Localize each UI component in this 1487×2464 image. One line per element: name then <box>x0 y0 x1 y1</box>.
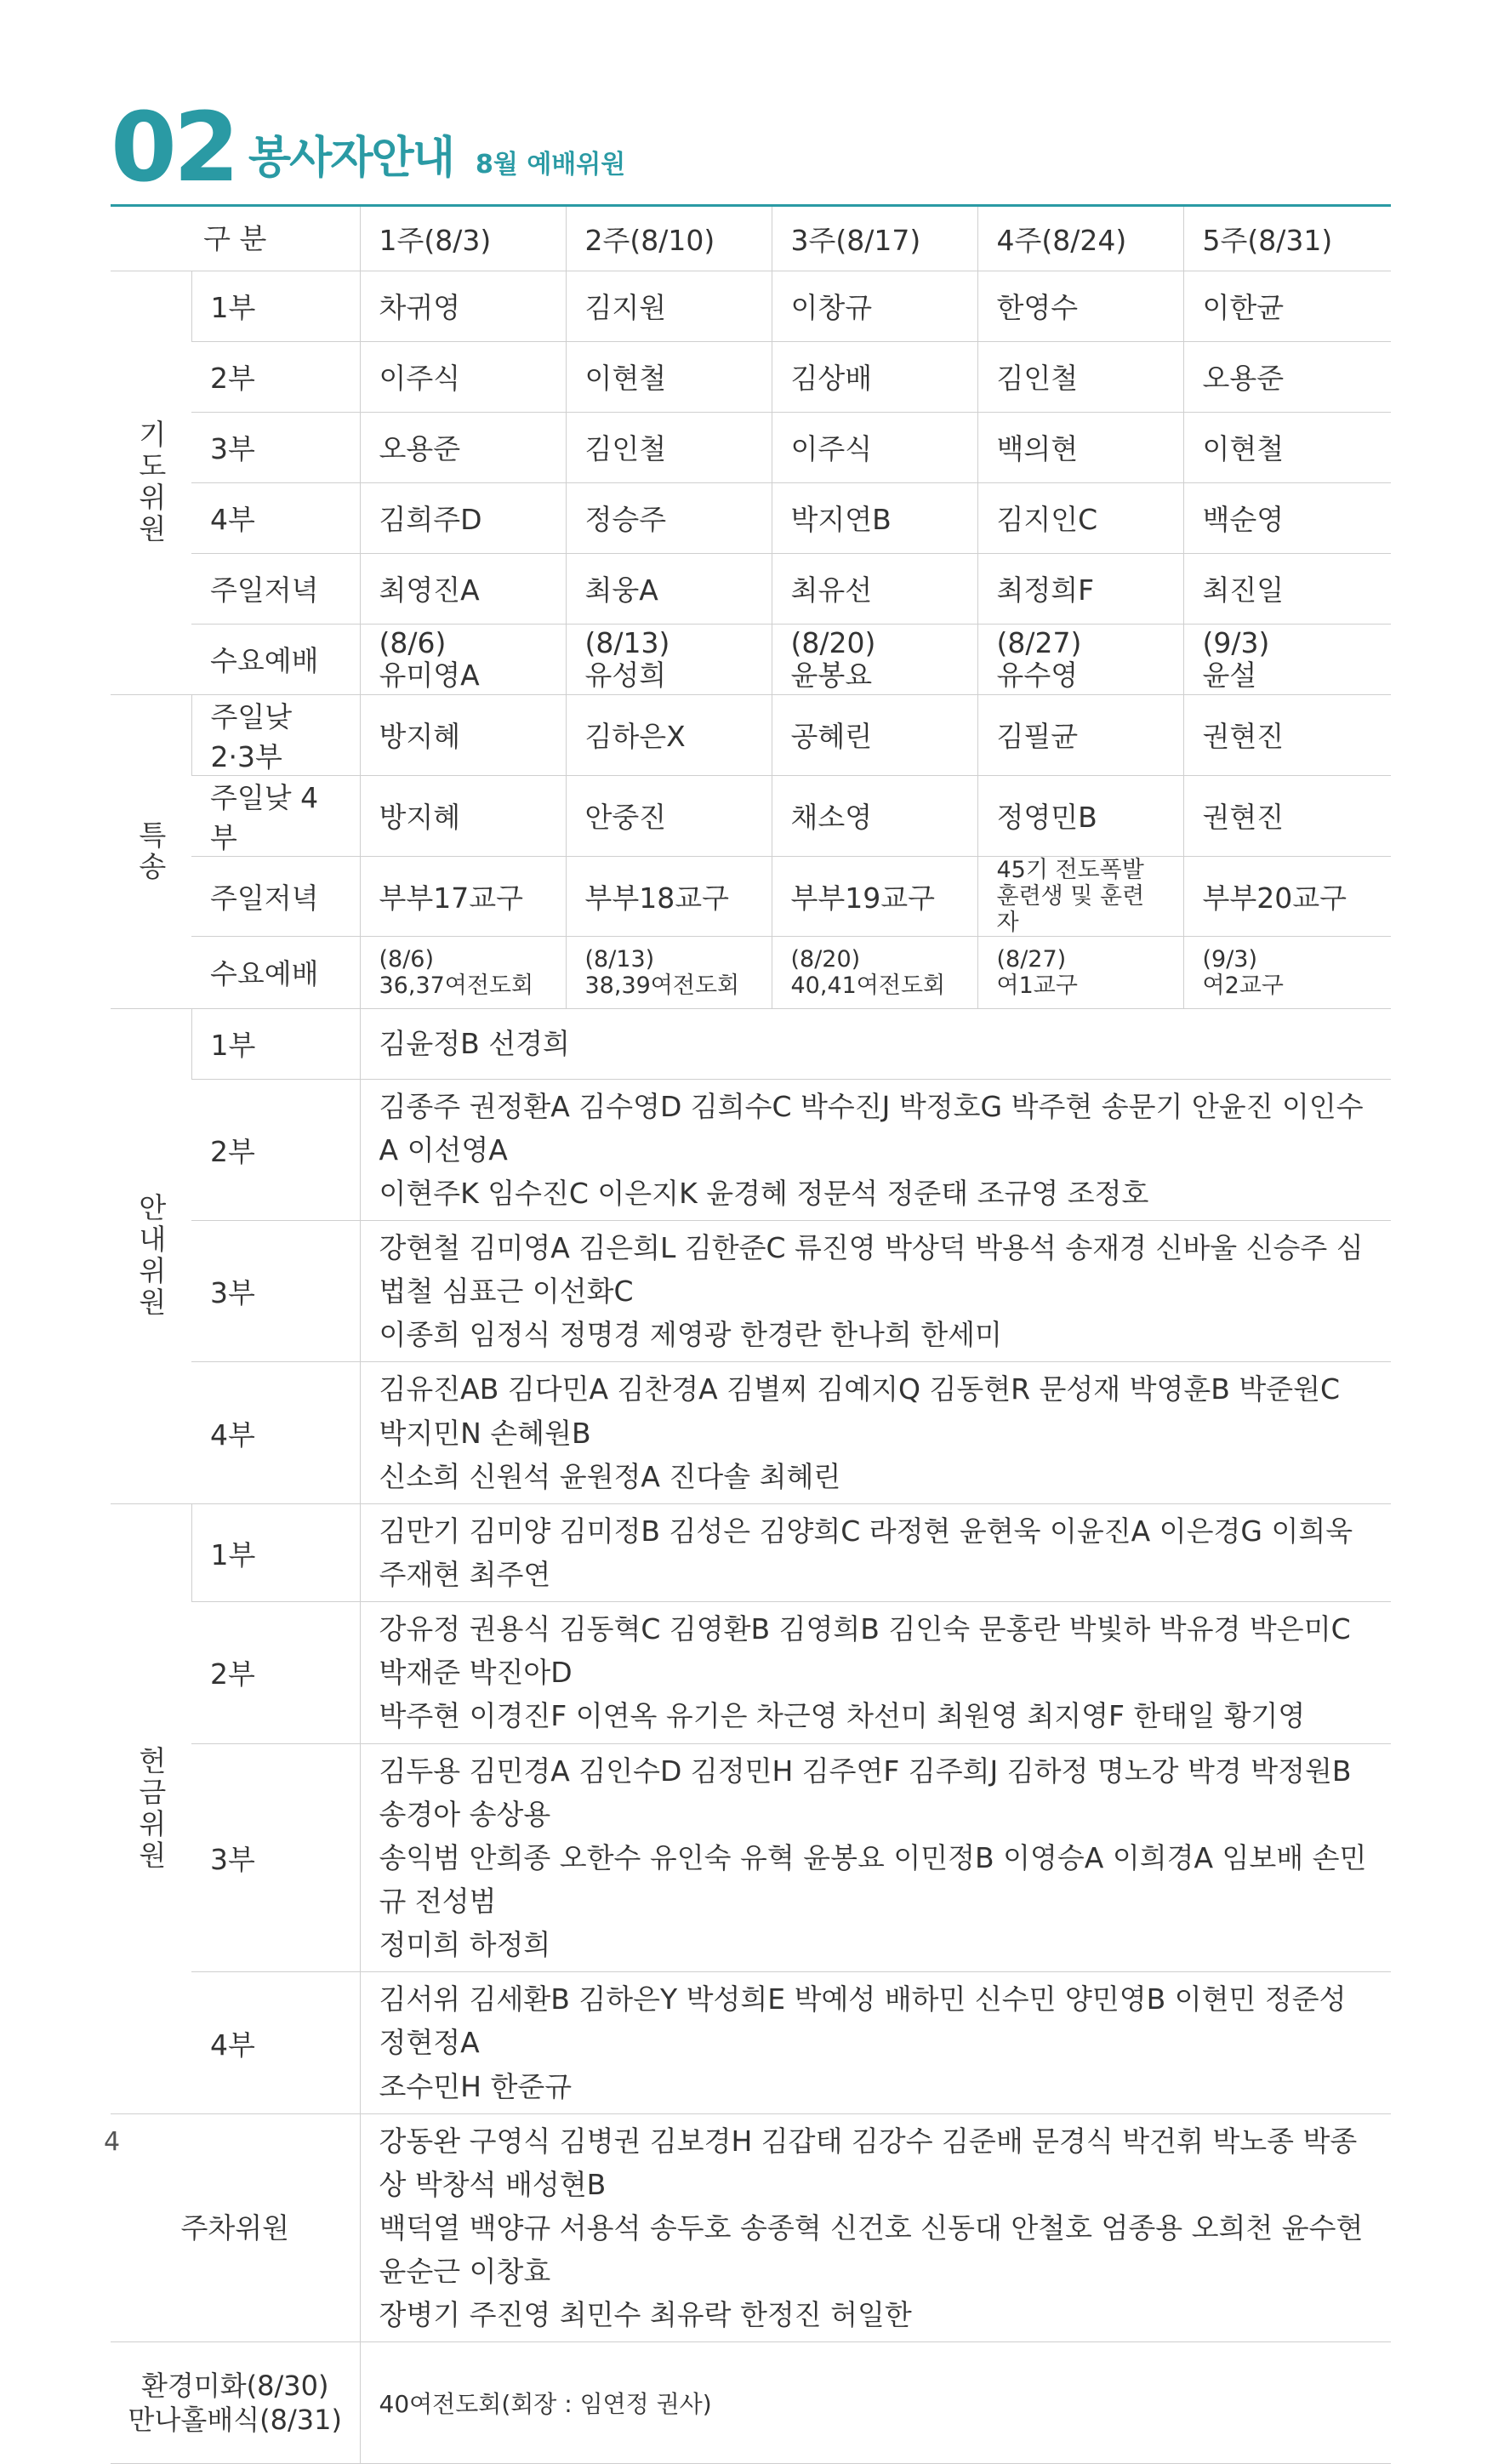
cell-date: (8/6) <box>379 945 435 972</box>
names-cell <box>360 2113 1391 2342</box>
row-label: 주일저녁 <box>191 553 360 624</box>
cell-date: (8/27) <box>996 945 1067 972</box>
table-row <box>111 1362 1391 1503</box>
table-cell: 오용준 <box>1183 341 1391 412</box>
cell-name: 36,37여전도회 <box>379 972 534 999</box>
names-line: 이종희 임정식 정명경 제영광 한경란 한나희 한세미 <box>379 1318 1002 1352</box>
table-row <box>111 412 1391 482</box>
environment-label: 환경미화(8/30) <box>141 2370 329 2403</box>
names-line: 강동완 구영식 김병권 김보경H 김갑태 김강수 김준배 문경식 박건휘 박노종 박종상 박창석 배성현B <box>379 2124 1358 2201</box>
table-cell <box>360 936 566 1008</box>
names-cell <box>360 1079 1391 1220</box>
names-line: 김종주 권정환A 김수영D 김희수C 박수진J 박정호G 박주현 송문기 안윤진 이인수A 이선영A <box>379 1089 1364 1166</box>
table-cell: 최정희F <box>977 553 1183 624</box>
row-label: 주일낮 4부 <box>191 775 360 856</box>
cell-date: (8/6) <box>379 625 447 659</box>
prayer-category-label: 기도위원 <box>111 271 191 694</box>
names-cell <box>360 1008 1391 1079</box>
table-header-row <box>111 207 1391 271</box>
table-cell: 백순영 <box>1183 482 1391 553</box>
cell-date: (9/3) <box>1202 945 1258 972</box>
row-label: 4부 <box>191 1972 360 2113</box>
table-cell: 차귀영 <box>360 271 566 341</box>
table-cell: 채소영 <box>772 775 977 856</box>
cell-date: (8/13) <box>584 945 655 972</box>
table-row <box>111 482 1391 553</box>
table-cell: 권현진 <box>1183 694 1391 775</box>
cell-date: (8/13) <box>584 625 670 659</box>
header-week-1: 1주(8/3) <box>360 207 566 271</box>
table-cell: 부부20교구 <box>1183 856 1391 936</box>
table-cell <box>360 624 566 694</box>
table-row <box>111 2342 1391 2464</box>
table-cell: 정영민B <box>977 775 1183 856</box>
names-line: 강유정 권용식 김동혁C 김영환B 김영희B 김인숙 문홍란 박빛하 박유경 박은미C 박재준 박진아D <box>379 1612 1351 1690</box>
table-cell: 한영수 <box>977 271 1183 341</box>
cell-name: 여2교구 <box>1202 972 1284 999</box>
table-cell <box>772 936 977 1008</box>
row-label: 2부 <box>191 341 360 412</box>
section-number: 02 <box>111 93 236 203</box>
names-line: 이현주K 임수진C 이은지K 윤경혜 정문석 정준태 조규영 조정호 <box>379 1176 1149 1210</box>
page-header <box>111 93 626 203</box>
names-line: 신소희 신원석 윤원정A 진다솔 최혜린 <box>379 1459 841 1493</box>
table-cell: 부부18교구 <box>566 856 772 936</box>
table-row <box>111 1221 1391 1362</box>
row-label: 수요예배 <box>191 936 360 1008</box>
page-number: 4 <box>104 2127 121 2157</box>
table-row <box>111 694 1391 775</box>
table-cell: 안중진 <box>566 775 772 856</box>
table-cell <box>772 624 977 694</box>
table-cell: 부부17교구 <box>360 856 566 936</box>
table-row <box>111 1972 1391 2113</box>
names-cell <box>360 1972 1391 2113</box>
table-row <box>111 1079 1391 1220</box>
table-row <box>111 775 1391 856</box>
table-cell: 방지혜 <box>360 694 566 775</box>
table-row <box>111 553 1391 624</box>
offering-category-label: 헌금위원 <box>111 1503 191 2113</box>
row-label: 주일낮 2·3부 <box>191 694 360 775</box>
table-cell: 김지인C <box>977 482 1183 553</box>
table-cell: 김인철 <box>566 412 772 482</box>
table-cell <box>977 936 1183 1008</box>
header-week-3: 3주(8/17) <box>772 207 977 271</box>
names-cell <box>360 1743 1391 1972</box>
cell-name: 윤봉요 <box>790 658 873 692</box>
table-row <box>111 624 1391 694</box>
table-cell: 부부19교구 <box>772 856 977 936</box>
cell-date: (8/20) <box>790 945 861 972</box>
table-cell: 최영진A <box>360 553 566 624</box>
names-line: 장병기 주진영 최민수 최유락 한정진 허일한 <box>379 2298 912 2332</box>
table-row <box>111 1503 1391 1601</box>
names-cell <box>360 1503 1391 1601</box>
cell-name: 유미영A <box>379 658 480 692</box>
cell-name: 40,41여전도회 <box>790 972 946 999</box>
names-line: 조수민H 한준규 <box>379 2069 573 2103</box>
parking-category-label: 주차위원 <box>111 2113 360 2342</box>
table-cell: 45기 전도폭발 훈련생 및 훈련자 <box>977 856 1183 936</box>
table-cell: 공혜린 <box>772 694 977 775</box>
row-label: 3부 <box>191 412 360 482</box>
table-cell: 백의현 <box>977 412 1183 482</box>
names-line: 강현철 김미영A 김은희L 김한준C 류진영 박상덕 박용석 송재경 신바울 신승주 심법철 심표근 이선화C <box>379 1231 1364 1309</box>
header-week-4: 4주(8/24) <box>977 207 1183 271</box>
table-row <box>111 856 1391 936</box>
table-cell: 김인철 <box>977 341 1183 412</box>
table-cell <box>1183 624 1391 694</box>
row-label: 3부 <box>191 1743 360 1972</box>
table-cell: 박지연B <box>772 482 977 553</box>
table-cell: 이현철 <box>566 341 772 412</box>
environment-value: 40여전도회(회장 : 임연정 권사) <box>360 2342 1391 2464</box>
row-label: 1부 <box>191 1503 360 1601</box>
table-row <box>111 2113 1391 2342</box>
row-label: 4부 <box>191 1362 360 1503</box>
names-line: 김서위 김세환B 김하은Y 박성희E 박예성 배하민 신수민 양민영B 이현민 정준성 정현정A <box>379 1982 1347 2060</box>
table-cell: 최유선 <box>772 553 977 624</box>
names-line: 김만기 김미양 김미정B 김성은 김양희C 라정현 윤현욱 이윤진A 이은경G 이희욱 주재현 최주연 <box>379 1514 1353 1592</box>
header-category: 구 분 <box>111 207 360 271</box>
table-cell <box>566 624 772 694</box>
table-cell: 권현진 <box>1183 775 1391 856</box>
cell-name: 유성희 <box>584 658 667 692</box>
table-row <box>111 1743 1391 1972</box>
usher-category-label: 안내위원 <box>111 1008 191 1503</box>
table-cell: 최진일 <box>1183 553 1391 624</box>
names-line: 백덕열 백양규 서용석 송두호 송종혁 신건호 신동대 안철호 엄종용 오희천 윤수현 윤순근 이창효 <box>379 2211 1364 2289</box>
table-cell: 김필균 <box>977 694 1183 775</box>
row-label: 1부 <box>191 1008 360 1079</box>
row-label: 4부 <box>191 482 360 553</box>
cell-date: (8/27) <box>996 625 1082 659</box>
table-cell <box>977 624 1183 694</box>
table-cell: 김하은X <box>566 694 772 775</box>
meal-label: 만나홀배식(8/31) <box>128 2404 342 2437</box>
table-cell: 이주식 <box>360 341 566 412</box>
cell-name: 유수영 <box>996 658 1079 692</box>
table-cell: 이창규 <box>772 271 977 341</box>
environment-category-label <box>111 2342 360 2464</box>
cell-date: (9/3) <box>1202 625 1270 659</box>
names-cell <box>360 1602 1391 1743</box>
table-row <box>111 936 1391 1008</box>
cell-name: 여1교구 <box>996 972 1078 999</box>
names-line: 김두용 김민경A 김인수D 김정민H 김주연F 김주희J 김하정 명노강 박경 박정원B 송경아 송상용 <box>379 1754 1352 1831</box>
table-row <box>111 1602 1391 1743</box>
special-category-label: 특송 <box>111 694 191 1008</box>
table-cell: 방지혜 <box>360 775 566 856</box>
names-cell <box>360 1362 1391 1503</box>
table-cell: 최웅A <box>566 553 772 624</box>
row-label: 수요예배 <box>191 624 360 694</box>
cell-name: 38,39여전도회 <box>584 972 740 999</box>
table-row <box>111 1008 1391 1079</box>
table-row <box>111 341 1391 412</box>
table-cell: 김상배 <box>772 341 977 412</box>
header-week-2: 2주(8/10) <box>566 207 772 271</box>
cell-date: (8/20) <box>790 625 876 659</box>
table-cell: 오용준 <box>360 412 566 482</box>
table-cell: 이주식 <box>772 412 977 482</box>
row-label: 1부 <box>191 271 360 341</box>
names-cell <box>360 1221 1391 1362</box>
names-line: 김윤정B 선경희 <box>379 1027 570 1061</box>
table-cell <box>566 936 772 1008</box>
names-line: 정미희 하정희 <box>379 1928 551 1962</box>
names-line: 송익범 안희종 오한수 유인숙 유혁 윤봉요 이민정B 이영승A 이희경A 임보배 손민규 전성범 <box>379 1840 1367 1919</box>
row-label: 2부 <box>191 1602 360 1743</box>
names-line: 박주현 이경진F 이연옥 유기은 차근영 차선미 최원영 최지영F 한태일 황기영 <box>379 1699 1306 1733</box>
row-label: 3부 <box>191 1221 360 1362</box>
table-cell: 정승주 <box>566 482 772 553</box>
table-cell: 김지원 <box>566 271 772 341</box>
section-title: 봉사자안내 <box>248 133 454 184</box>
table-cell <box>1183 936 1391 1008</box>
table-row <box>111 271 1391 341</box>
row-label: 주일저녁 <box>191 856 360 936</box>
header-week-5: 5주(8/31) <box>1183 207 1391 271</box>
table-cell: 이한균 <box>1183 271 1391 341</box>
names-line: 김유진AB 김다민A 김찬경A 김별찌 김예지Q 김동현R 문성재 박영훈B 박준원C 박지민N 손혜원B <box>379 1372 1341 1450</box>
table-cell: 김희주D <box>360 482 566 553</box>
table-cell: 이현철 <box>1183 412 1391 482</box>
cell-name: 윤설 <box>1202 658 1257 692</box>
row-label: 2부 <box>191 1079 360 1220</box>
section-subtitle: 8월 예배위원 <box>476 150 626 180</box>
volunteer-table <box>111 207 1391 2464</box>
